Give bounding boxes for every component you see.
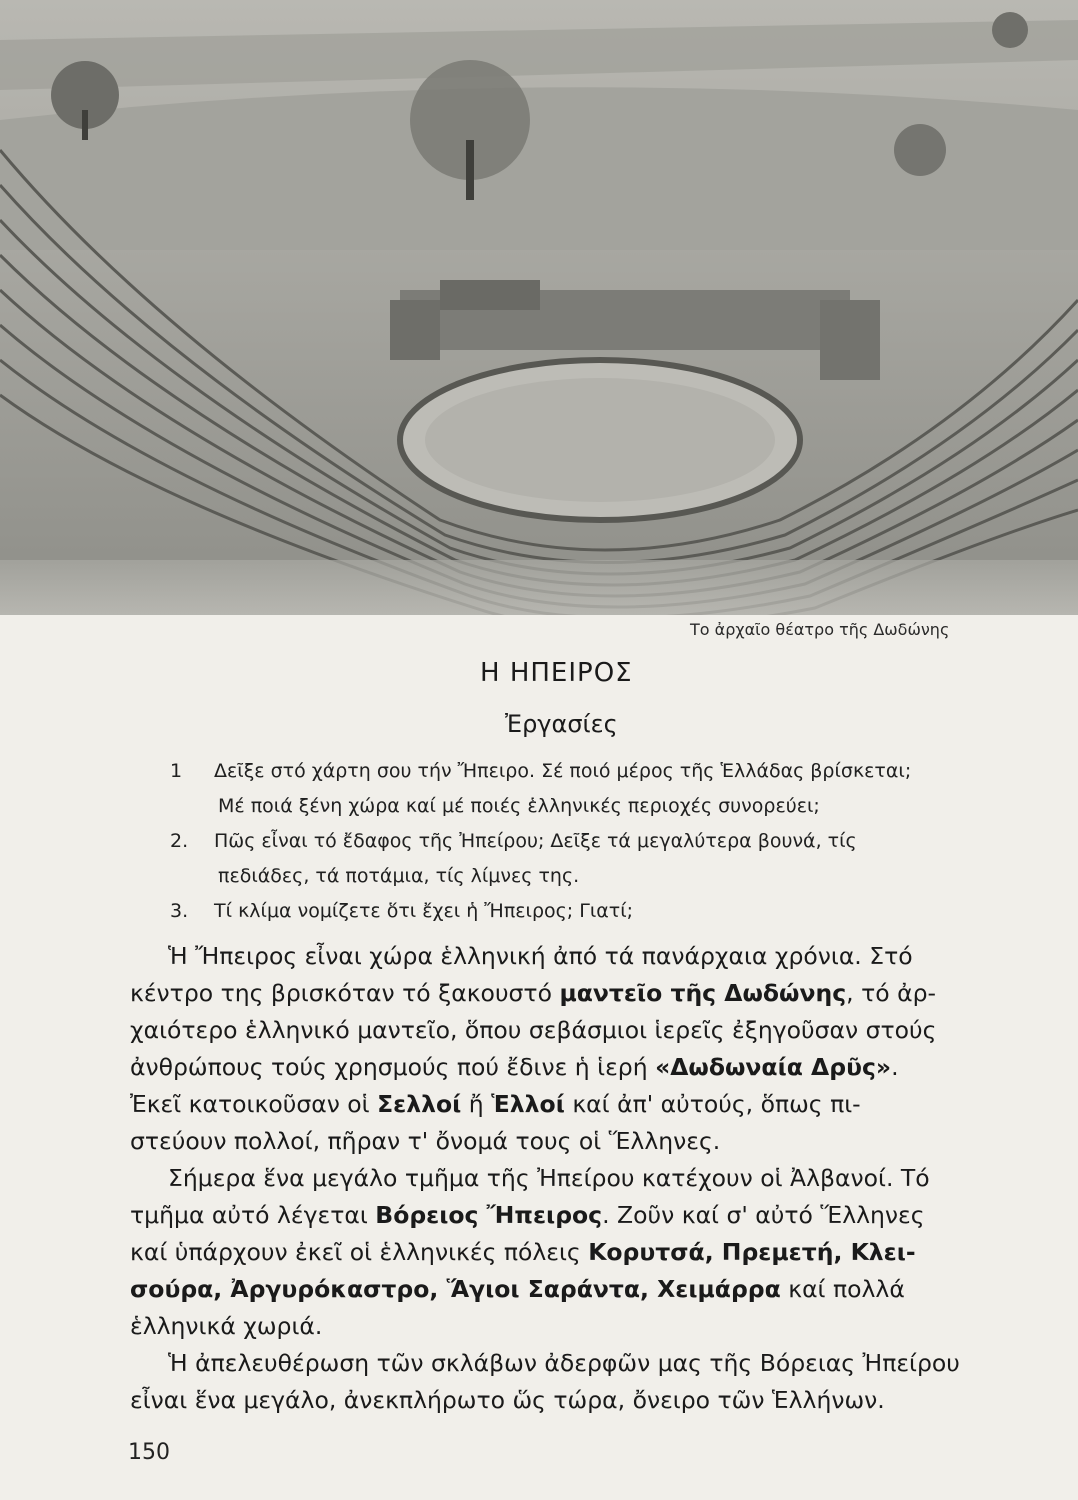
paragraph-2: [130, 1160, 1028, 1345]
exercise-line: Πῶς εἶναι τό ἔδαφος τῆς Ἠπείρου; Δεῖξε τά μεγαλύτερα βουνά, τίς: [214, 830, 857, 852]
text-run: ἀνθρώπους τούς χρησμούς πού ἔδινε ἡ ἱερή: [130, 1053, 656, 1081]
highlight-oak: «Δωδωναία Δρῦς»: [655, 1053, 892, 1081]
text-run: τμῆμα αὐτό λέγεται: [130, 1201, 376, 1229]
highlight-cities: Κορυτσά, Πρεμετή, Κλει-: [588, 1238, 916, 1266]
text-line: εἶναι ἕνα μεγάλο, ἀνεκπλήρωτο ὥς τώρα, ὄνειρο τῶν Ἑλλήνων.: [130, 1386, 885, 1414]
text-run: καί πολλά: [780, 1275, 905, 1303]
text-run: κέντρο της βρισκόταν τό ξακουστό: [130, 979, 560, 1007]
text-line: Ἡ ἀπελευθέρωση τῶν σκλάβων ἀδερφῶν μας τῆς Βόρειας Ἠπείρου: [168, 1349, 960, 1377]
page-title: Η ΗΠΕΙΡΟΣ: [480, 658, 633, 688]
text-line: ἑλληνικά χωριά.: [130, 1312, 323, 1340]
text-run: Ἐκεῖ κατοικοῦσαν οἱ: [130, 1090, 378, 1118]
text-run: καί ὑπάρχουν ἐκεῖ οἱ ἑλληνικές πόλεις: [130, 1238, 589, 1266]
highlight-elloi: Ἑλλοί: [491, 1090, 565, 1118]
theatre-photo: [0, 0, 1078, 615]
foreground: [0, 560, 1078, 615]
exercise-item: [170, 824, 1030, 859]
body-text: [130, 938, 1028, 1419]
exercise-number: 1: [170, 760, 183, 782]
paragraph-1: [130, 938, 1028, 1160]
exercise-item: [170, 754, 1030, 789]
exercise-line: Δεῖξε στό χάρτη σου τήν Ἤπειρο. Σέ ποιό μέρος τῆς Ἑλλάδας βρίσκεται;: [214, 760, 912, 782]
photo-caption: Το ἀρχαῖο θέατρο τῆς Δωδώνης: [690, 620, 950, 639]
text-run: ἤ: [461, 1090, 492, 1118]
orchestra-floor: [425, 378, 775, 502]
highlight-cities: σούρα, Ἀργυρόκαστρο, Ἅγιοι Σαράντα, Χειμάρρα: [130, 1275, 781, 1303]
text-line: [130, 1086, 1028, 1123]
text-line: χαιότερο ἑλληνικό μαντεῖο, ὅπου σεβάσμιοι ἱερεῖς ἐξηγοῦσαν στούς: [130, 1016, 937, 1044]
text-run: , τό ἀρ-: [846, 979, 936, 1007]
text-run: .: [891, 1053, 899, 1081]
theatre-illustration: [0, 0, 1078, 615]
text-run: καί ἀπ' αὐτούς, ὅπως πι-: [564, 1090, 861, 1118]
exercises-list: [170, 754, 1030, 929]
text-line: Ἡ Ἤπειρος εἶναι χώρα ἑλληνική ἀπό τά πανάρχαια χρόνια. Στό: [168, 942, 913, 970]
text-line: [130, 975, 1028, 1012]
exercise-number: 2.: [170, 830, 189, 852]
text-line: [130, 1197, 1028, 1234]
exercise-item: [170, 894, 1030, 929]
text-line: [130, 1271, 1028, 1308]
text-run: . Ζοῦν καί σ' αὐτό Ἕλληνες: [602, 1201, 925, 1229]
text-line: στεύουν πολλοί, πῆραν τ' ὄνομά τους οἱ Ἕλληνες.: [130, 1127, 721, 1155]
exercise-line: πεδιάδες, τά ποτάμια, τίς λίμνες της.: [218, 865, 580, 887]
text-line: [130, 1049, 1028, 1086]
exercises-heading: Ἐργασίες: [505, 710, 618, 738]
text-line: Σήμερα ἕνα μεγάλο τμῆμα τῆς Ἠπείρου κατέχουν οἱ Ἀλβανοί. Τό: [168, 1164, 930, 1192]
paragraph-3: [130, 1345, 1028, 1419]
exercise-line: Τί κλίμα νομίζετε ὅτι ἔχει ἡ Ἤπειρος; Γιατί;: [214, 900, 634, 922]
text-line: [130, 1234, 1028, 1271]
highlight-oracle: μαντεῖο τῆς Δωδώνης: [559, 979, 847, 1007]
highlight-northern-epirus: Βόρειος Ἤπειρος: [375, 1201, 603, 1229]
exercise-line: Μέ ποιά ξένη χώρα καί μέ ποιές ἑλληνικές περιοχές συνορεύει;: [218, 795, 820, 817]
exercise-number: 3.: [170, 900, 189, 922]
page-number: 150: [128, 1440, 170, 1465]
highlight-selloi: Σελλοί: [377, 1090, 462, 1118]
